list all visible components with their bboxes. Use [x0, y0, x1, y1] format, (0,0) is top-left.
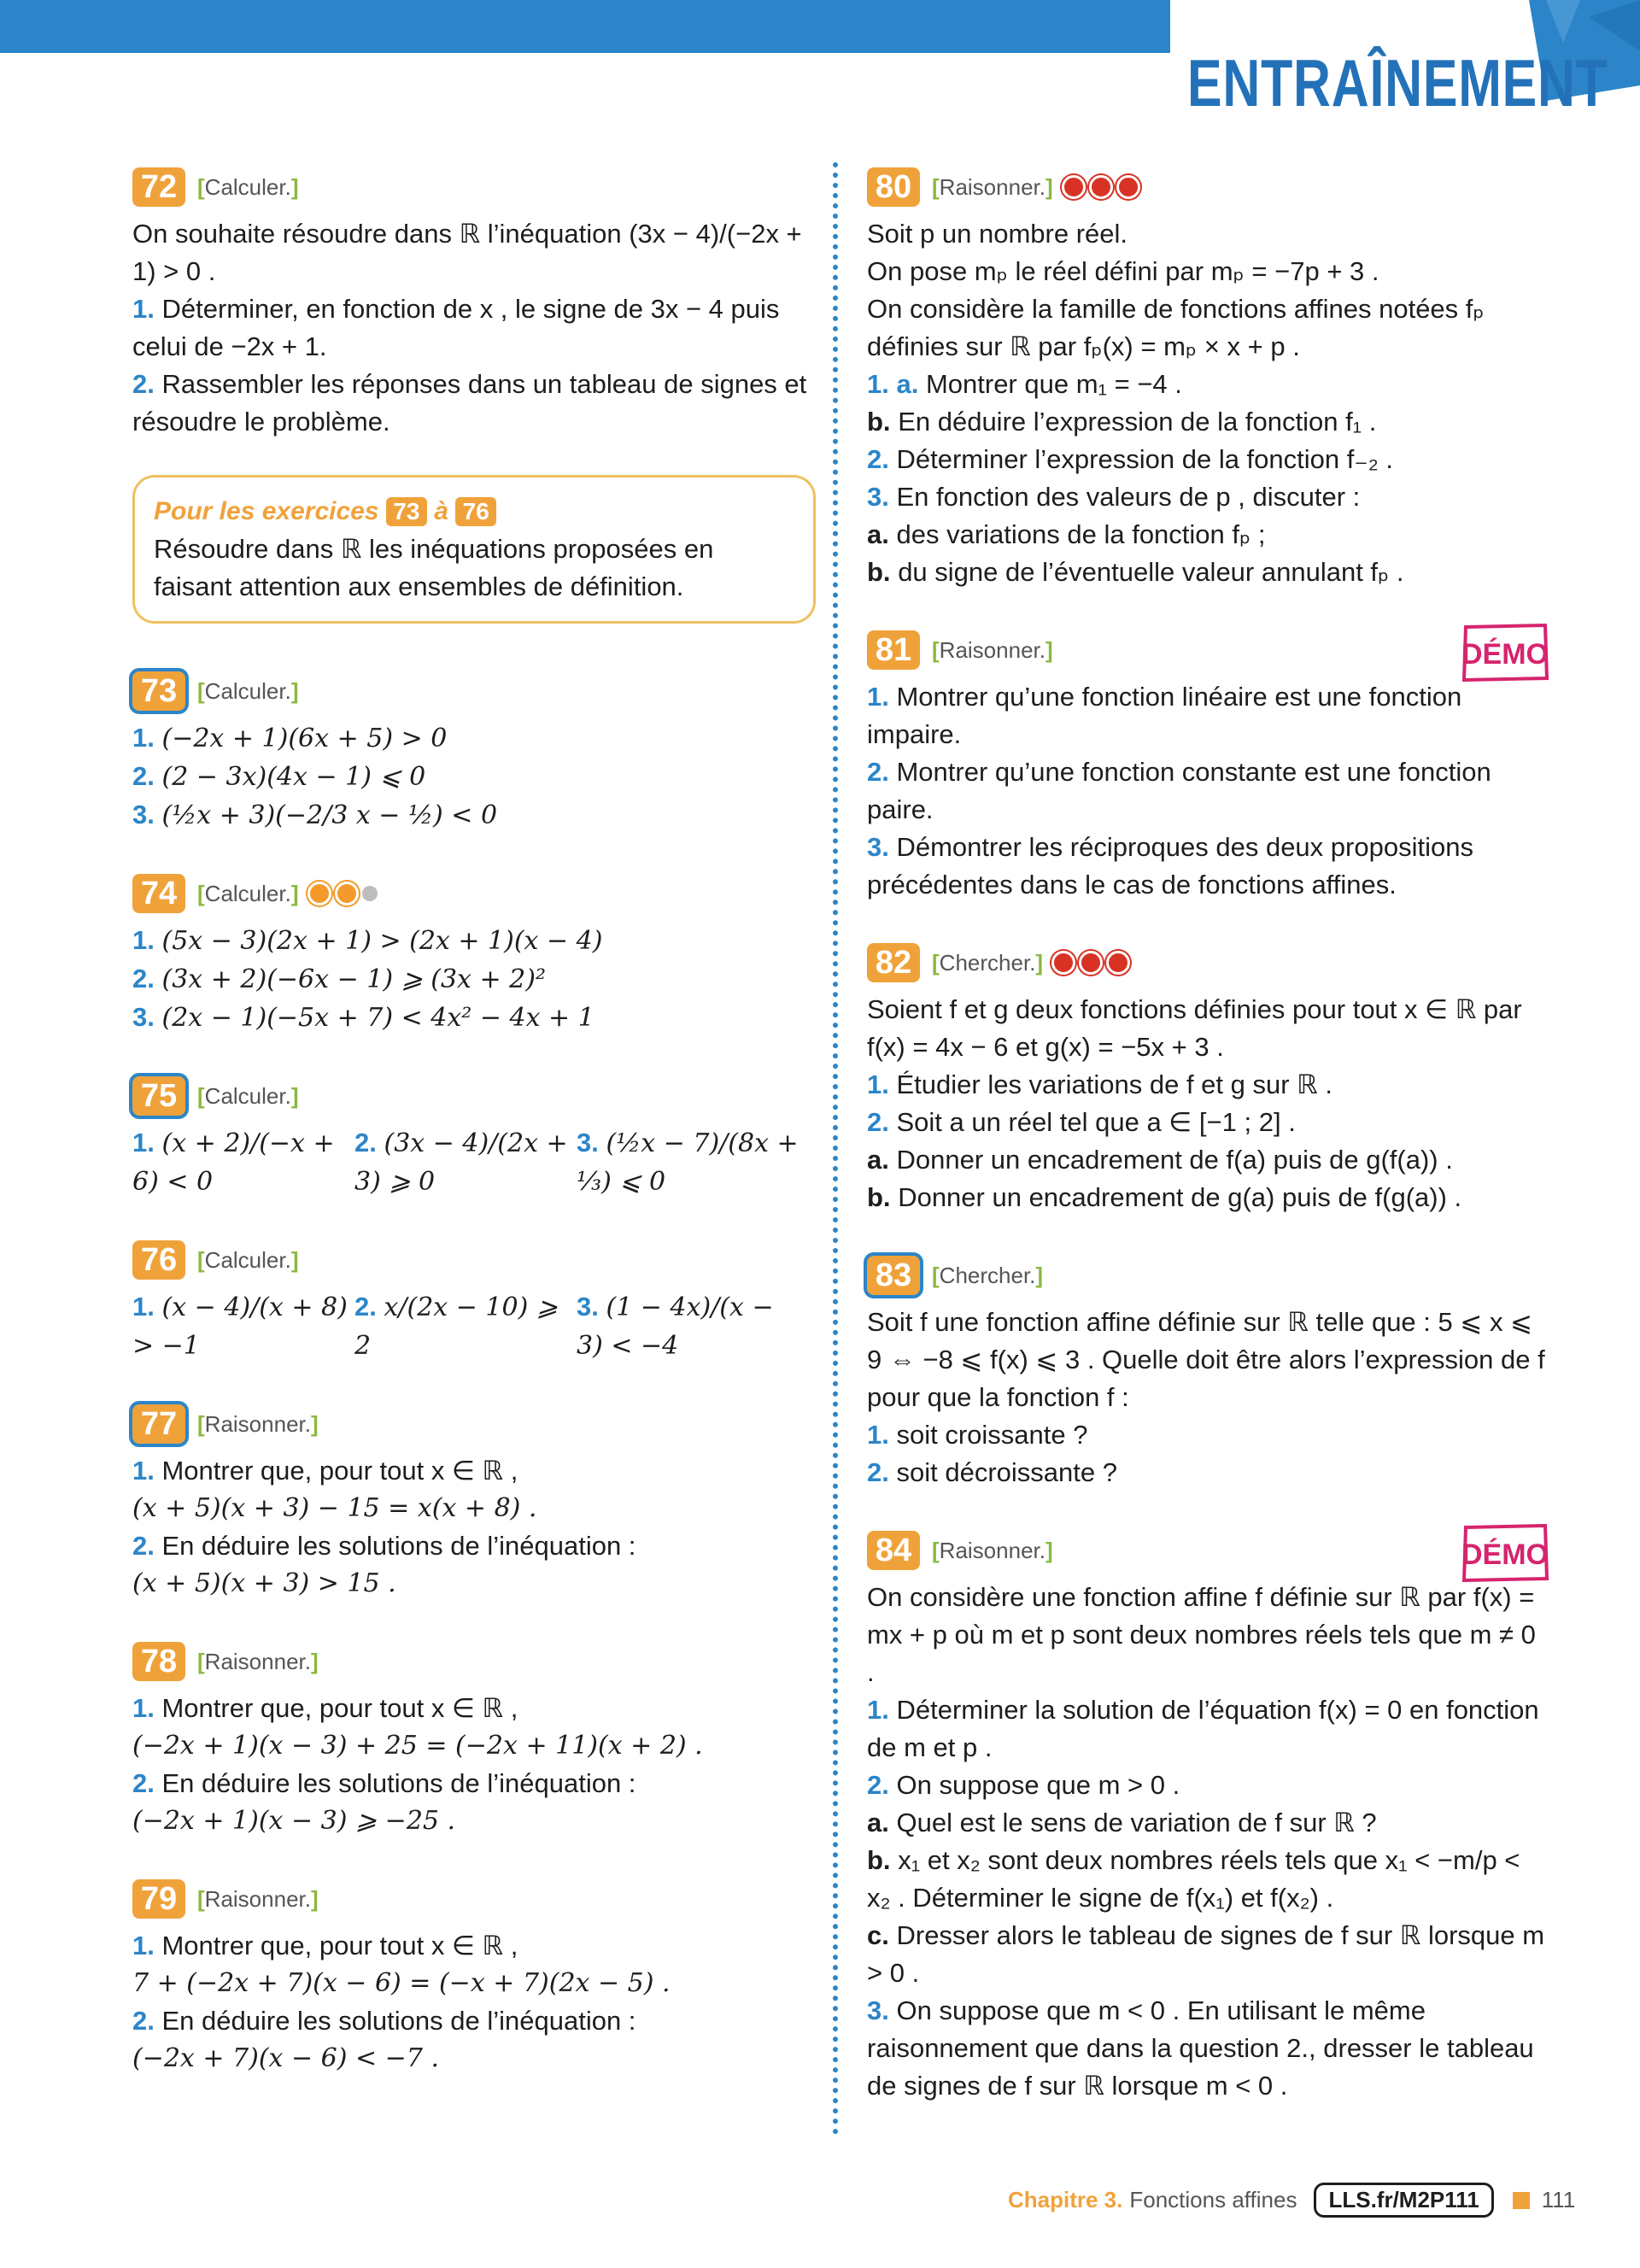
exercise-number: 75 [132, 1076, 185, 1116]
question-3: En fonction des valeurs de p , discuter : [896, 482, 1361, 512]
inequation: (−2x + 1)(x − 3) ⩾ −25 . [132, 1806, 456, 1836]
exercise-number: 82 [867, 943, 920, 982]
demo-badge [1461, 1524, 1550, 1582]
skill-tag: [Raisonner.] [932, 1537, 1053, 1563]
identity: 7 + (−2x + 7)(x − 6) = (−x + 7)(2x − 5) . [132, 1968, 671, 1998]
question-1b: En déduire l’expression de la fonction f₁ . [898, 407, 1377, 437]
skill-tag: [Chercher.] [932, 1262, 1044, 1288]
inequation-3: (1 − 4x)/(x − 3) < −4 [577, 1292, 774, 1361]
chapter-title: Fonctions affines [1129, 2187, 1297, 2212]
header-bar [0, 0, 1170, 53]
question-1: soit croissante ? [896, 1420, 1088, 1450]
difficulty-indicator [1051, 951, 1133, 975]
exercise-78: 78 [Raisonner.] 1. Montrer que, pour tout x ∈ ℝ , (−2x + 1)(x − 3) + 25 = (−2x + 11)(x + 2) . 2. En déduire les solutions de l’inéquation : (−2x + 1)(x − 3) ⩾ −25 . [132, 1637, 816, 1840]
inequation: (x + 5)(x + 3) > 15 . [132, 1568, 396, 1598]
question-2: Soit a un réel tel que a ∈ [−1 ; 2] . [896, 1107, 1296, 1137]
statement: Soient f et g deux fonctions définies pour tout x ∈ ℝ par f(x) = 4x − 6 et g(x) = −5x + 3 . [867, 994, 1522, 1062]
skill-tag: [Calculer.] [197, 1246, 299, 1273]
exercise-number: 84 [867, 1531, 920, 1570]
question-3b: du signe de l’éventuelle valeur annulant fₚ . [898, 557, 1404, 587]
statement: On considère une fonction affine f définie sur ℝ par f(x) = mx + p où m et p sont deux nombres réels tels que m ≠ 0 . [867, 1582, 1536, 1687]
inequation-2: (3x + 2)(−6x − 1) ⩾ (3x + 2)² [161, 964, 546, 994]
inequation: (−2x + 7)(x − 6) < −7 . [132, 2043, 439, 2073]
exercise-number: 81 [867, 630, 920, 670]
difficulty-indicator [1062, 175, 1144, 199]
page-number: 111 [1541, 2187, 1576, 2212]
statement: Soit f une fonction affine définie sur ℝ telle que : 5 ⩽ x ⩽ 9 ⇔ −8 ⩽ f(x) ⩽ 3 . Quelle doit être alors l’expression de f pour que la fonction f : [867, 1307, 1545, 1412]
exercise-83: 83 [Chercher.] Soit f une fonction affine définie sur ℝ telle que : 5 ⩽ x ⩽ 9 ⇔ −8 ⩽ f(x) ⩽ 3 . Quelle doit être alors l’expression de f pour que la fonction f : 1. soit croissante ? 2. soit décroissante ? [867, 1251, 1550, 1491]
question-1: Montrer que, pour tout x ∈ ℝ , [161, 1456, 518, 1486]
statement-3: On considère la famille de fonctions affines notées fₚ définies sur ℝ par fₚ(x) = mₚ × x + p . [867, 294, 1485, 361]
question-1: Montrer que, pour tout x ∈ ℝ , [161, 1931, 518, 1960]
question-3a: des variations de la fonction fₚ ; [896, 519, 1266, 549]
inequation-1: (5x − 3)(2x + 1) > (2x + 1)(x − 4) [161, 926, 603, 956]
skill-tag: [Calculer.] [197, 880, 299, 906]
question-2: Rassembler les réponses dans un tableau de signes et résoudre le problème. [132, 369, 807, 437]
question-2a: Quel est le sens de variation de f sur ℝ ? [896, 1808, 1377, 1837]
demo-badge [1461, 624, 1550, 682]
skill-tag: [Raisonner.] [932, 636, 1053, 663]
question-2: soit décroissante ? [896, 1457, 1117, 1487]
question-2a: Donner un encadrement de f(a) puis de g(f(a)) . [896, 1145, 1453, 1175]
statement-2: On pose mₚ le réel défini par mₚ = −7p + 3 . [867, 256, 1379, 286]
skill-tag: [Raisonner.] [197, 1648, 319, 1674]
svg-text:DÉMO: DÉMO [1461, 638, 1549, 671]
inequation-1: (x − 4)/(x + 8) > −1 [132, 1292, 348, 1361]
question-2: En déduire les solutions de l’inéquation : [161, 1531, 636, 1561]
inequation-1: (x + 2)/(−x + 6) < 0 [132, 1128, 335, 1197]
left-column [132, 162, 816, 2112]
question-1a: Montrer que m₁ = −4 . [925, 369, 1182, 399]
skill-tag: [Calculer.] [197, 1082, 299, 1109]
exercise-number: 79 [132, 1879, 185, 1919]
exercise-80: 80 [Raisonner.] Soit p un nombre réel. On pose mₚ le réel défini par mₚ = −7p + 3 . On considère la famille de fonctions affines notées fₚ définies sur ℝ par fₚ(x) = mₚ × x + p . 1. a. Montrer que m₁ = −4 . b. En déduire l’expression de la fonction f₁ . 2. Déterminer l’expression de la fonction f₋₂ . 3. En fonction des valeurs de p , discuter : a. des variations de la fonction fₚ ; b. du signe de l’éventuelle valeur annulant fₚ . [867, 162, 1550, 591]
skill-tag: [Calculer.] [197, 173, 299, 200]
exercise-number: 73 [132, 671, 185, 711]
section-title: ENTRAÎNEMENT [1187, 45, 1608, 120]
difficulty-indicator [308, 882, 381, 905]
exercise-73: 73 [Calculer.] 1. (−2x + 1)(6x + 5) > 0 2. (2 − 3x)(4x − 1) ⩽ 0 3. (½x + 3)(−2/3 x − ½) < 0 [132, 673, 498, 830]
inequation-3: (2x − 1)(−5x + 7) < 4x² − 4x + 1 [161, 1003, 594, 1033]
identity: (−2x + 1)(x − 3) + 25 = (−2x + 11)(x + 2) . [132, 1731, 703, 1761]
inequation-2: (3x − 4)/(2x + 3) ⩾ 0 [354, 1128, 568, 1197]
question-2: En déduire les solutions de l’inéquation : [161, 2006, 636, 2036]
question-2: Déterminer l’expression de la fonction f₋₂ . [896, 444, 1393, 474]
svg-text:DÉMO: DÉMO [1461, 1538, 1549, 1571]
exercise-84: DÉMO 84 [Raisonner.] On considère une fonction affine f définie sur ℝ par f(x) = mx + p où m et p sont deux nombres réels tels que m ≠ 0 . 1. Déterminer la solution de l’équation f(x) = 0 en fonction de m et p . 2. On suppose que m > 0 . a. Quel est le sens de variation de f sur ℝ ? b. x₁ et x₂ sont deux nombres réels tels que x₁ < −m/p < x₂ . Déterminer le signe de f(x₁) et f(x₂) . c. Dresser alors le tableau de signes de f sur ℝ lorsque m > 0 . 3. On suppose que m < 0 . En utilisant le même raisonnement que dans la question 2., dresser le tableau de signes de f sur ℝ lorsque m < 0 . [867, 1526, 1550, 2105]
inequation-2: (2 − 3x)(4x − 1) ⩽ 0 [161, 762, 426, 792]
exercise-number: 78 [132, 1642, 185, 1681]
question-2: En déduire les solutions de l’inéquation : [161, 1768, 636, 1798]
exercise-72: 72 [Calculer.] On souhaite résoudre dans ℝ l’inéquation (3x − 4)/(−2x + 1) > 0 . 1. Déterminer, en fonction de x , le signe de 3x − 4 puis celui de −2x + 1. 2. Rassembler les réponses dans un tableau de signes et résoudre le problème. [132, 162, 816, 441]
exercise-81: DÉMO 81 [Raisonner.] 1. Montrer qu’une fonction linéaire est une fonction impaire. 2. Montrer qu’une fonction constante est une fonction paire. 3. Démontrer les réciproques des deux propositions précédentes dans le cas de fonctions affines. [867, 625, 1550, 904]
question-2b: Donner un encadrement de g(a) puis de f(g(a)) . [898, 1182, 1462, 1212]
exercise-number: 72 [132, 167, 185, 207]
exercise-statement: On souhaite résoudre dans ℝ l’inéquation (3x − 4)/(−2x + 1) > 0 . [132, 219, 802, 286]
exercise-number: 76 [132, 1240, 185, 1280]
question-1: Déterminer la solution de l’équation f(x) = 0 en fonction de m et p . [867, 1695, 1539, 1762]
exercise-number: 80 [867, 167, 920, 207]
question-1: Montrer que, pour tout x ∈ ℝ , [161, 1693, 518, 1723]
instructions-box [132, 475, 816, 624]
question-1: Étudier les variations de f et g sur ℝ . [896, 1070, 1332, 1099]
exercise-79: 79 [Raisonner.] 1. Montrer que, pour tout x ∈ ℝ , 7 + (−2x + 7)(x − 6) = (−x + 7)(2x − 5) . 2. En déduire les solutions de l’inéquation : (−2x + 7)(x − 6) < −7 . [132, 1874, 816, 2078]
skill-tag: [Raisonner.] [932, 173, 1053, 200]
skill-tag: [Raisonner.] [197, 1410, 319, 1437]
exercise-82: 82 [Chercher.] Soient f et g deux fonctions définies pour tout x ∈ ℝ par f(x) = 4x − 6 et g(x) = −5x + 3 . 1. Étudier les variations de f et g sur ℝ . 2. Soit a un réel tel que a ∈ [−1 ; 2] . a. Donner un encadrement de f(a) puis de g(f(a)) . b. Donner un encadrement de g(a) puis de f(g(a)) . [867, 938, 1550, 1216]
question-1: Déterminer, en fonction de x , le signe de 3x − 4 puis celui de −2x + 1. [132, 294, 780, 361]
exercise-number: 83 [867, 1256, 920, 1295]
statement-1: Soit p un nombre réel. [867, 219, 1128, 249]
exercise-74: 74 [Calculer.] 1. (5x − 3)(2x + 1) > (2x + 1)(x − 4) 2. (3x + 2)(−6x − 1) ⩾ (3x + 2)² 3. (2x − 1)(−5x + 7) < 4x² − 4x + 1 [132, 876, 603, 1033]
question-2: Montrer qu’une fonction constante est une fonction paire. [867, 757, 1491, 824]
skill-tag: [Chercher.] [932, 949, 1044, 976]
question-2: On suppose que m > 0 . [896, 1770, 1180, 1800]
identity: (x + 5)(x + 3) − 15 = x(x + 8) . [132, 1493, 537, 1523]
inequation-3: (½x − 7)/(8x + ⅓) ⩽ 0 [577, 1128, 799, 1197]
skill-tag: [Calculer.] [197, 677, 299, 704]
question-2c: Dresser alors le tableau de signes de f sur ℝ lorsque m > 0 . [867, 1920, 1545, 1988]
question-3: Démontrer les réciproques des deux propositions précédentes dans le cas de fonctions affines. [867, 832, 1473, 900]
skill-tag: [Raisonner.] [197, 1885, 319, 1912]
inequation-1: (−2x + 1)(6x + 5) > 0 [161, 724, 448, 753]
inequation-3: (½x + 3)(−2/3 x − ½) < 0 [161, 800, 498, 830]
page-footer [1008, 2183, 1575, 2218]
exercise-75: 75 [Calculer.] 1. (x + 2)/(−x + 6) < 0 2. (3x − 4)/(2x + 3) ⩾ 0 3. (½x − 7)/(8x + ⅓) ⩽ 0 [132, 1078, 799, 1197]
exercise-number: 77 [132, 1404, 185, 1444]
right-column [867, 162, 1550, 2139]
exercise-77: 77 [Raisonner.] 1. Montrer que, pour tout x ∈ ℝ , (x + 5)(x + 3) − 15 = x(x + 8) . 2. En déduire les solutions de l’inéquation : (x + 5)(x + 3) > 15 . [132, 1399, 816, 1603]
column-divider [833, 162, 838, 2136]
chapter-label: Chapitre 3. [1008, 2187, 1123, 2212]
question-3: On suppose que m < 0 . En utilisant le même raisonnement que dans la question 2., dresser le tableau de signes de f sur ℝ lorsque m < 0 . [867, 1995, 1534, 2101]
instructions-text: Résoudre dans ℝ les inéquations proposées en faisant attention aux ensembles de définition. [154, 534, 714, 601]
question-1: Montrer qu’une fonction linéaire est une fonction impaire. [867, 682, 1462, 749]
instructions-title: Pour les exercices 73 à 76 [154, 493, 794, 530]
page-marker-icon [1513, 2192, 1530, 2209]
inequation-2: x/(2x − 10) ⩾ 2 [354, 1292, 558, 1361]
exercise-76: 76 [Calculer.] 1. (x − 4)/(x + 8) > −1 2. x/(2x − 10) ⩾ 2 3. (1 − 4x)/(x − 3) < −4 [132, 1242, 774, 1361]
question-2b: x₁ et x₂ sont deux nombres réels tels que x₁ < −m/p < x₂ . Déterminer le signe de f(x₁) et f(x₂) . [867, 1845, 1520, 1913]
exercise-number: 74 [132, 874, 185, 913]
resource-link[interactable]: LLS.fr/M2P111 [1314, 2183, 1493, 2218]
